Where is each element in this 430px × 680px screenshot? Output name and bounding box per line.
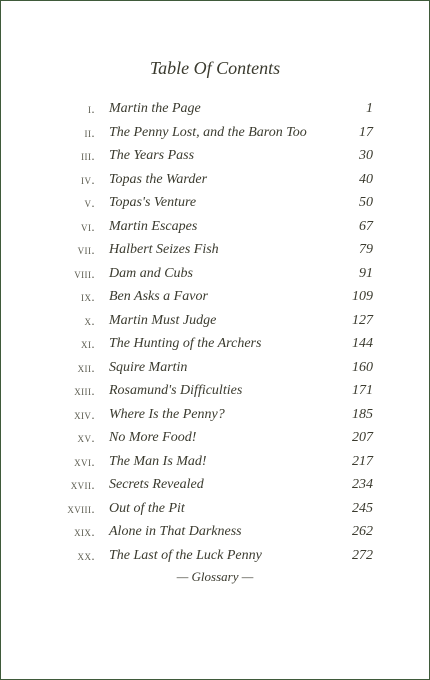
chapter-title[interactable]: Ben Asks a Favor — [109, 289, 208, 304]
toc-entry[interactable] — [1, 379, 429, 403]
page-number: 50 — [359, 195, 373, 210]
chapter-number: xii. — [77, 359, 95, 375]
chapter-number: iii. — [81, 148, 95, 163]
page-number: 127 — [352, 312, 373, 328]
chapter-title[interactable]: Secrets Revealed — [109, 477, 204, 492]
toc-entry[interactable] — [1, 215, 429, 239]
chapter-title[interactable]: The Last of the Luck Penny — [109, 547, 262, 563]
glossary-link[interactable]: — Glossary — — [176, 569, 254, 584]
toc-entry[interactable] — [1, 144, 429, 168]
chapter-title[interactable]: Where Is the Penny? — [109, 406, 225, 422]
chapter-number: xiv. — [74, 406, 95, 422]
chapter-title[interactable]: Halbert Seizes Fish — [109, 242, 219, 257]
chapter-title[interactable]: Dam and Cubs — [109, 265, 194, 281]
chapter-title[interactable]: The Penny Lost, and the Baron Too — [109, 124, 307, 140]
page-number: 207 — [352, 430, 373, 445]
toc-entry[interactable] — [1, 473, 429, 497]
toc-entry[interactable] — [1, 168, 429, 192]
page-title: Table Of Contents — [149, 58, 281, 78]
chapter-number: xv. — [77, 430, 95, 445]
page-number: 67 — [359, 218, 373, 234]
page-number: 171 — [352, 383, 373, 398]
chapter-number: v. — [84, 195, 95, 210]
chapter-number: x. — [84, 312, 95, 328]
page-number: 91 — [359, 265, 373, 281]
chapter-title[interactable]: Rosamund's Difficulties — [109, 383, 243, 398]
page-number: 1 — [366, 101, 373, 116]
chapter-title[interactable]: The Years Pass — [109, 148, 195, 163]
chapter-title[interactable]: Squire Martin — [109, 359, 188, 375]
page-number: 272 — [352, 547, 373, 563]
toc-entry[interactable] — [1, 426, 429, 450]
chapter-title[interactable]: Martin the Page — [109, 101, 201, 116]
chapter-number: ii. — [84, 124, 95, 140]
chapter-number: xiii. — [74, 383, 95, 398]
toc-entry[interactable] — [1, 520, 429, 544]
chapter-number: iv. — [81, 171, 95, 187]
toc-entry[interactable] — [1, 497, 429, 521]
page-number: 17 — [359, 124, 373, 140]
page-number: 40 — [359, 171, 373, 187]
chapter-title[interactable]: Martin Escapes — [109, 218, 198, 234]
chapter-title[interactable]: Alone in That Darkness — [109, 524, 242, 539]
page-number: 79 — [359, 242, 373, 257]
chapter-title[interactable]: Martin Must Judge — [109, 312, 217, 328]
toc-entry[interactable] — [1, 450, 429, 474]
chapter-title[interactable]: The Hunting of the Archers — [109, 336, 262, 351]
toc-entry[interactable] — [1, 403, 429, 427]
chapter-number: ix. — [81, 289, 95, 304]
chapter-number: viii. — [74, 265, 95, 281]
chapter-title[interactable]: The Man Is Mad! — [109, 453, 207, 469]
page-number: 30 — [359, 148, 373, 163]
toc-entry[interactable] — [1, 356, 429, 380]
table-of-contents — [1, 97, 429, 567]
toc-entry[interactable] — [1, 285, 429, 309]
page-number: 160 — [352, 359, 373, 375]
chapter-title[interactable]: No More Food! — [109, 430, 197, 445]
chapter-number: i. — [87, 101, 95, 116]
page-number: 217 — [352, 453, 373, 469]
chapter-title[interactable]: Topas the Warder — [109, 171, 208, 187]
chapter-number: xvi. — [74, 453, 95, 469]
chapter-number: vii. — [77, 242, 95, 257]
toc-entry[interactable] — [1, 191, 429, 215]
chapter-number: xvii. — [70, 477, 95, 492]
toc-entry[interactable] — [1, 121, 429, 145]
chapter-number: xviii. — [67, 500, 95, 516]
chapter-number: xi. — [81, 336, 95, 351]
toc-entry[interactable] — [1, 332, 429, 356]
page-number: 185 — [352, 406, 373, 422]
toc-entry[interactable] — [1, 238, 429, 262]
chapter-number: vi. — [81, 218, 95, 234]
page-number: 144 — [352, 336, 373, 351]
chapter-number: xix. — [74, 524, 95, 539]
page-number: 109 — [352, 289, 373, 304]
chapter-title[interactable]: Out of the Pit — [109, 500, 185, 516]
toc-entry[interactable] — [1, 309, 429, 333]
chapter-number: xx. — [77, 547, 95, 563]
toc-entry[interactable] — [1, 262, 429, 286]
page-number: 234 — [352, 477, 373, 492]
toc-entry[interactable] — [1, 97, 429, 121]
chapter-title[interactable]: Topas's Venture — [109, 195, 197, 210]
page-number: 262 — [352, 524, 373, 539]
toc-entry[interactable] — [1, 544, 429, 568]
page-number: 245 — [352, 500, 373, 516]
